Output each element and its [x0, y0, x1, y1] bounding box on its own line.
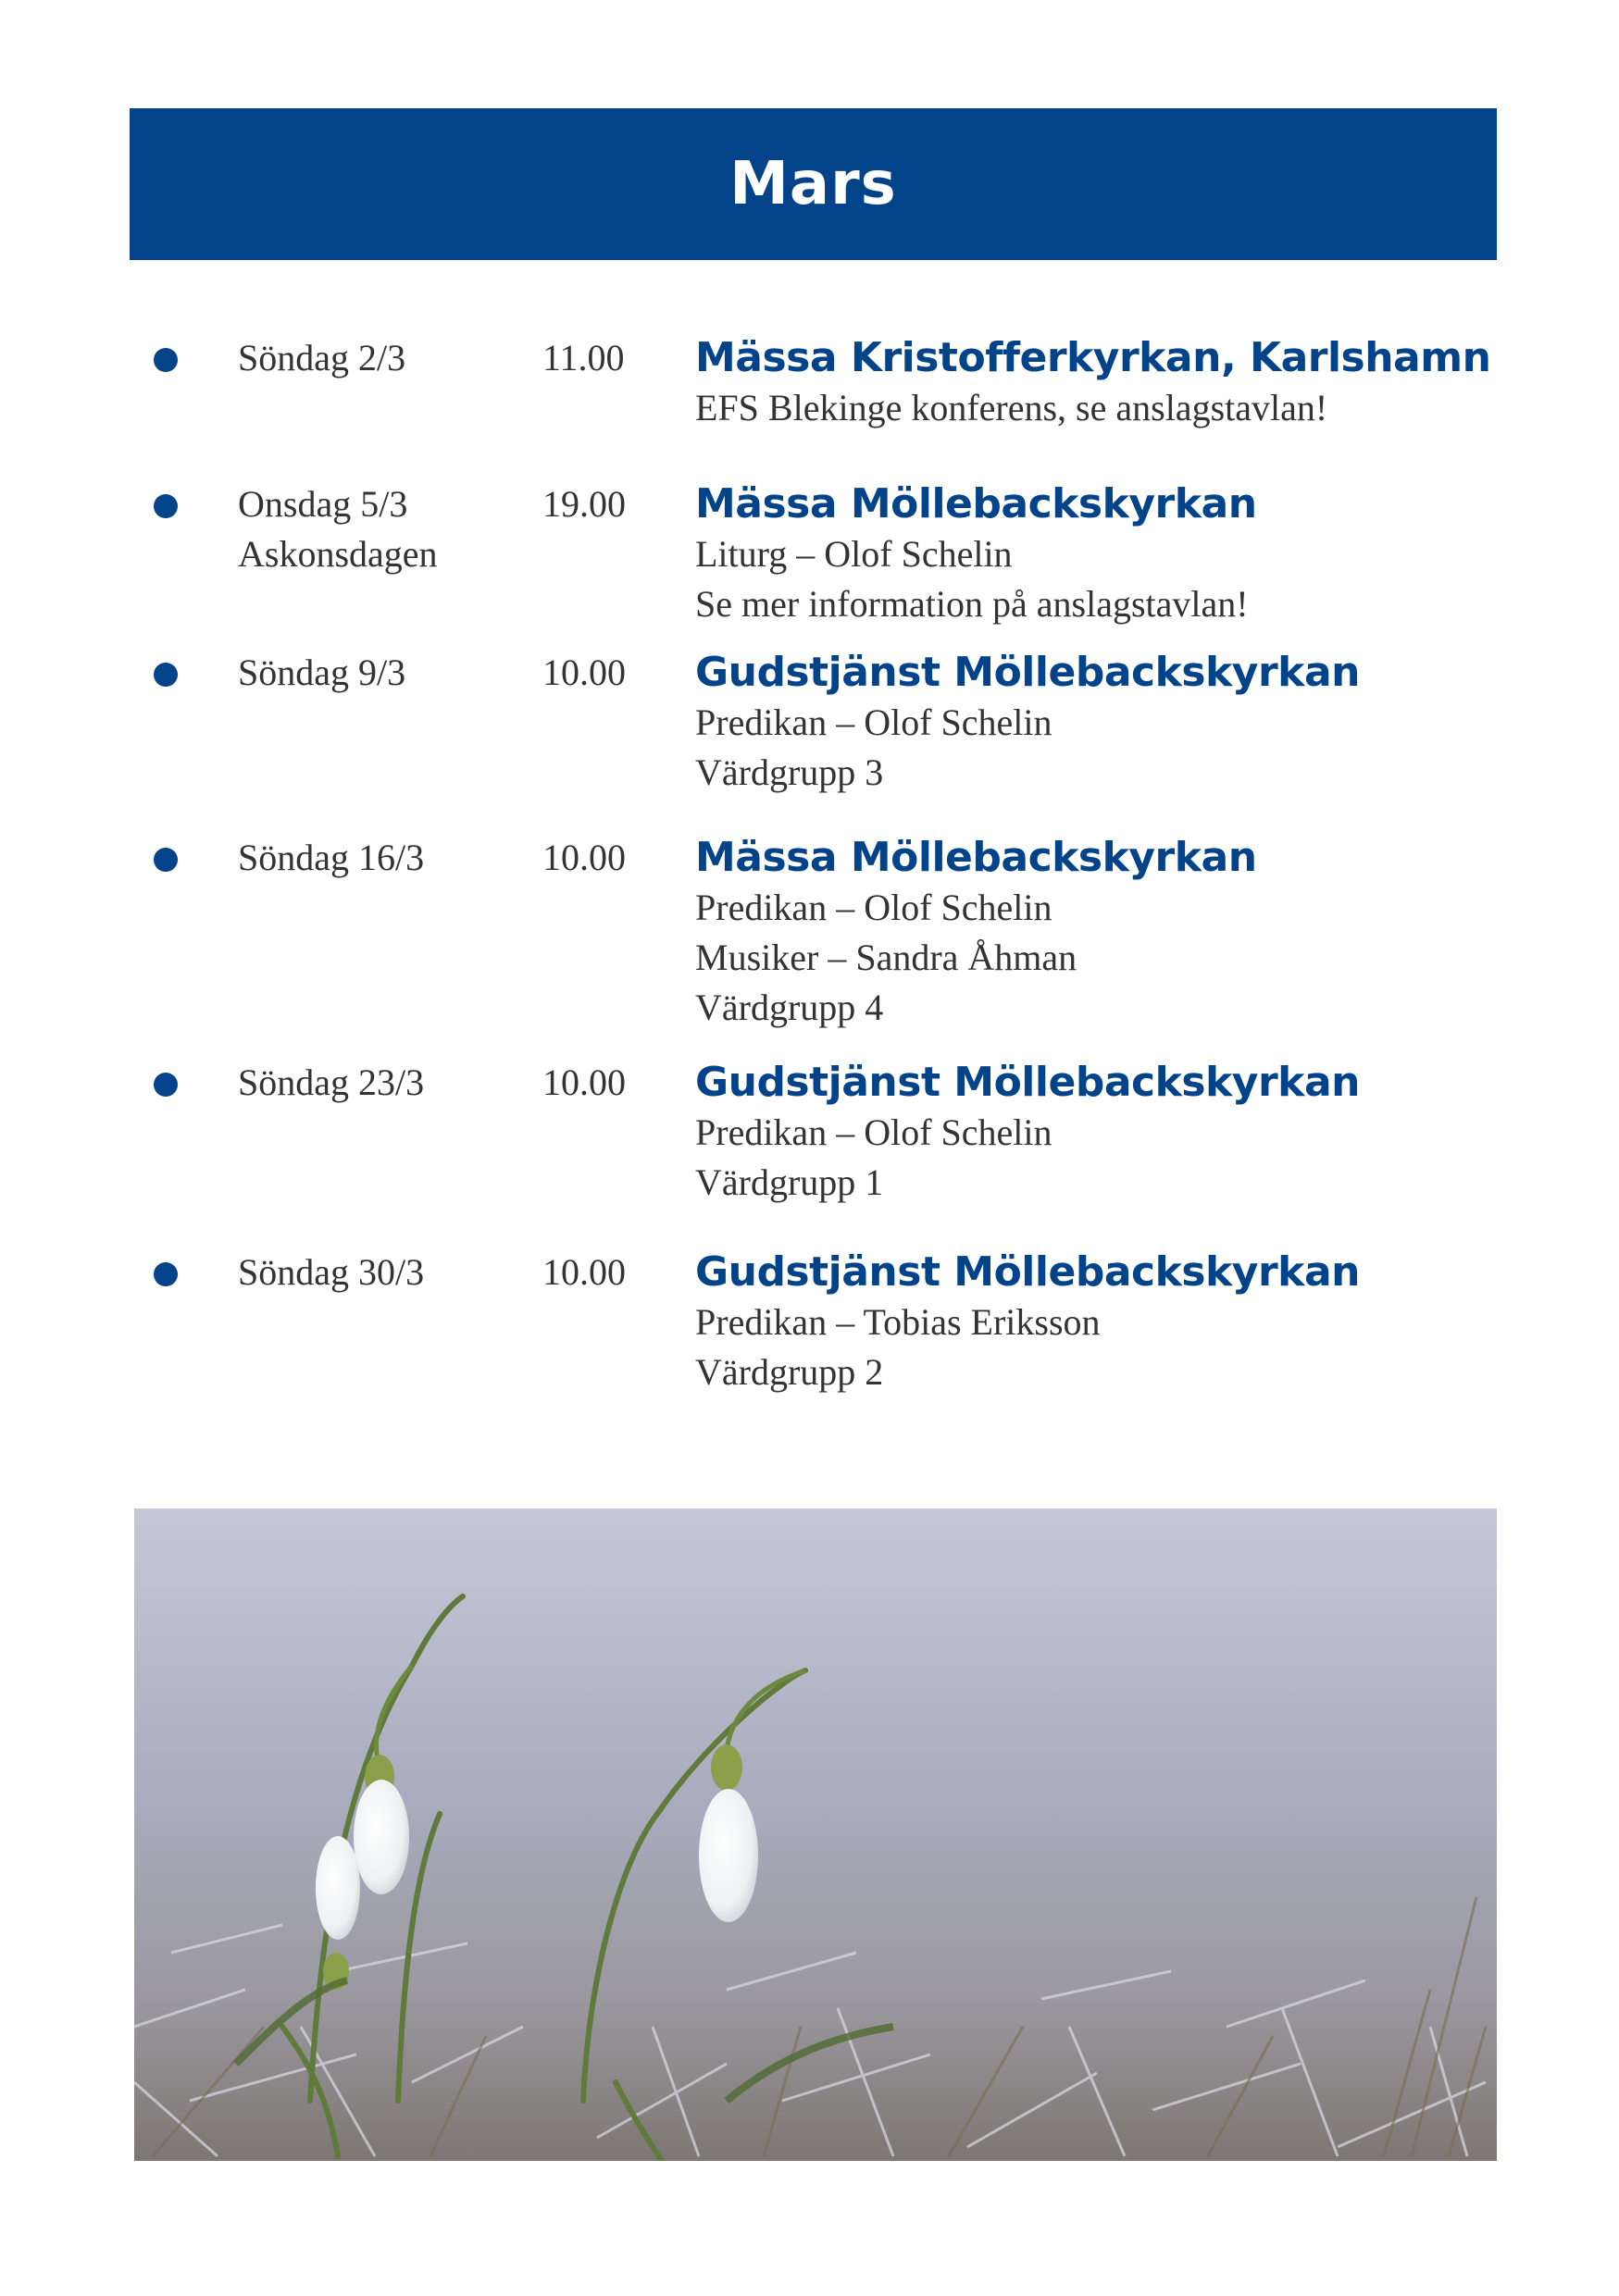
event-time: 10.00: [542, 652, 626, 693]
event-details: [695, 333, 1528, 433]
bullet-icon: [154, 1262, 178, 1286]
event-title: Gudstjänst Möllebackskyrkan: [695, 1248, 1360, 1296]
event-date: Söndag 16/3: [238, 837, 425, 878]
event-details: [695, 479, 1528, 629]
event-date: Söndag 2/3: [238, 337, 406, 379]
event-time: 10.00: [542, 1061, 626, 1103]
bullet-icon: [154, 348, 178, 372]
event-time: 11.00: [542, 337, 625, 379]
snowdrop-photo: [134, 1508, 1497, 2161]
event-details: [695, 648, 1528, 798]
event-date: Söndag 9/3: [238, 652, 406, 693]
month-title: Mars: [729, 150, 897, 218]
event-detail-line: Predikan – Olof Schelin: [695, 1111, 1052, 1153]
event-date: Söndag 23/3: [238, 1061, 425, 1103]
event-details: [695, 833, 1528, 1033]
event-title: Mässa Kristofferkyrkan, Karlshamn: [695, 334, 1491, 381]
event-title: Mässa Möllebackskyrkan: [695, 834, 1257, 881]
event-detail-line: Liturg – Olof Schelin: [695, 533, 1013, 575]
event-title: Gudstjänst Möllebackskyrkan: [695, 649, 1360, 696]
event-detail-line: Musiker – Sandra Åhman: [695, 937, 1077, 978]
event-detail-line: Predikan – Olof Schelin: [695, 701, 1052, 743]
bullet-icon: [154, 848, 178, 872]
event-details: [695, 1058, 1528, 1208]
event-detail-line: Värdgrupp 1: [695, 1161, 884, 1203]
bullet-icon: [154, 663, 178, 687]
event-time: 10.00: [542, 1251, 626, 1293]
event-title: Gudstjänst Möllebackskyrkan: [695, 1059, 1360, 1106]
event-time: 19.00: [542, 483, 626, 525]
event-detail-line: Predikan – Tobias Eriksson: [695, 1301, 1101, 1343]
event-detail-line: EFS Blekinge konferens, se anslagstavlan!: [695, 387, 1328, 428]
event-detail-line: Värdgrupp 4: [695, 987, 884, 1028]
event-time: 10.00: [542, 837, 626, 878]
event-detail-line: Predikan – Olof Schelin: [695, 887, 1052, 928]
event-detail-line: Värdgrupp 2: [695, 1351, 884, 1393]
event-details: [695, 1247, 1528, 1397]
month-header: [130, 108, 1497, 260]
event-title: Mässa Möllebackskyrkan: [695, 480, 1257, 527]
event-detail-line: Värdgrupp 3: [695, 751, 884, 793]
event-date: Onsdag 5/3 Askonsdagen: [238, 479, 438, 579]
bullet-icon: [154, 1073, 178, 1097]
bullet-icon: [154, 494, 178, 518]
event-detail-line: Se mer information på anslagstavlan!: [695, 583, 1249, 625]
event-subdate: Askonsdagen: [238, 533, 438, 575]
event-date: Söndag 30/3: [238, 1251, 425, 1293]
